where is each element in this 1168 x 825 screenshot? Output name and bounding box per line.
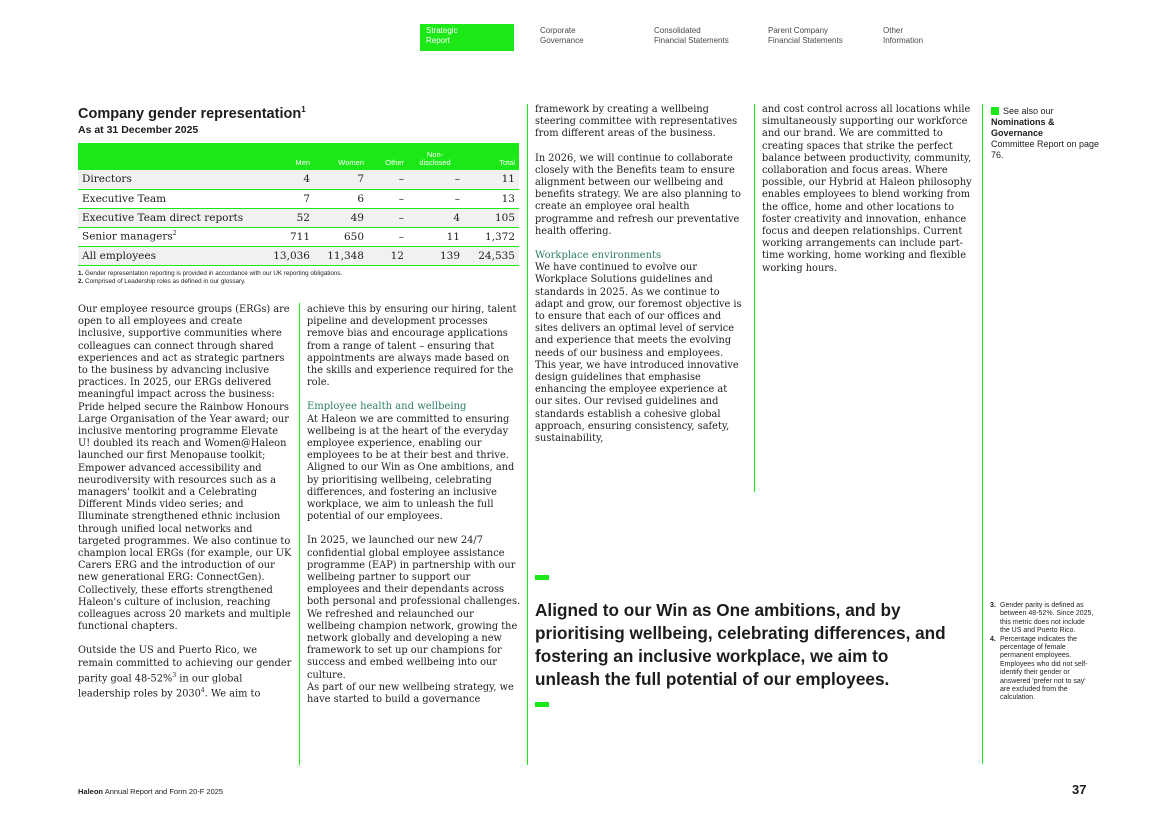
table-row [78,189,519,208]
table-cell: 105 [464,208,519,227]
table-header-row [78,143,519,170]
table-cell: – [368,227,408,246]
body-column-4 [762,104,974,287]
table-cell [78,227,258,246]
subheading: Employee health and wellbeing [307,401,467,413]
tab-label: Financial Statements [768,36,843,45]
paragraph-text: Outside the US and Puerto Rico, we remain committed to achieving our gender parity goal 48-52% [78,645,292,685]
paragraph: and cost control across all locations while simultaneously supporting our workforce and our brand. We are committed to creating spaces that strike the perfect balance between productivity, community, collaboration and focus areas. Where possible, our Hybrid at Haleon philosophy enables employees to blend working from the office, home and other locations to foster creativity and innovation, enhance focus and deepen relationships. Current working arrangements can include part-time working, home working and flexible working hours. [762,104,972,274]
paragraph: framework by creating a wellbeing steering committee with representatives from different areas of the business. [535,104,738,140]
footnote [78,270,342,278]
table-header: Total [464,143,519,170]
table-cell: – [368,189,408,208]
paragraph-text: . We aim to [204,688,261,700]
tab-label: Information [883,36,924,45]
table-cell: – [408,170,464,189]
tab-label: Parent Company [768,26,829,35]
table-row [78,246,519,265]
table-header: Other [368,143,408,170]
table-cell: 711 [258,227,314,246]
tab-consolidated-financial-statements[interactable] [648,24,729,51]
section-title [78,105,306,122]
paragraph: In 2026, we will continue to collaborate closely with the Benefits team to ensure alignment between our wellbeing and benefits strategy. We are also planning to create an employee oral health programme and refresh our preventative health offering. [535,152,741,237]
table-header: Women [314,143,368,170]
table-cell: 11 [408,227,464,246]
table-row [78,170,519,189]
table-cell: 11,348 [314,246,368,265]
tab-label: Governance [540,36,584,45]
table-cell: 4 [408,208,464,227]
tab-label: Financial Statements [654,36,729,45]
see-also-link[interactable]: Nominations & Governance [991,117,1055,138]
tab-label: Report [426,36,451,45]
footnote-number: 4. [990,635,996,643]
column-divider [299,303,300,765]
table-cell: 12 [368,246,408,265]
paragraph [78,645,292,700]
table-cell: 4 [258,170,314,189]
table-cell: – [408,189,464,208]
paragraph: In 2025, we launched our new 24/7 confidential global employee assistance programme (EAP) in partnership with our wellbeing partner to support our employees and their dependants across both personal and professional challenges. We refreshed and relaunched our wellbeing champion network, growing the network globally and developing a new framework to set up our champions for success and embed wellbeing into our culture. [307,535,521,681]
footnote-text: Gender representation reporting is provided in accordance with our UK reporting obligations. [85,270,343,277]
body-column-3 [535,104,747,457]
footnote-number: 2. [78,277,84,285]
table-cell: 13 [464,189,519,208]
table-header: Men [258,143,314,170]
table-cell: 650 [314,227,368,246]
paragraph-text: in our global leadership roles by 2030 [78,673,243,700]
gender-representation-table [78,143,519,266]
column-divider [527,104,528,765]
tab-label: Corporate [540,26,576,35]
footnote-number: 1. [78,270,84,277]
tab-corporate-governance[interactable] [534,24,584,51]
footnote-text: Percentage indicates the percentage of female permanent employees. Employees who did not self-identify their gender or answered 'prefer not to say' are excluded from the calculation. [1000,635,1088,702]
table-row [78,208,519,227]
table-cell: 49 [314,208,368,227]
table-cell: 1,372 [464,227,519,246]
table-cell: Executive Team [78,189,258,208]
footnote-ref: 1 [301,105,306,114]
footnote-ref: 4 [200,687,205,695]
table-header [78,143,258,170]
tab-label: Consolidated [654,26,701,35]
tab-label: Strategic [426,26,458,35]
subheading: Workplace environments [535,250,662,262]
footnote [78,278,342,286]
tab-strategic-report[interactable] [420,24,514,51]
paragraph: At Haleon we are committed to ensuring wellbeing is at the heart of the everyday employee experience, enabling our employees to be at their best and thrive. Aligned to our Win as One ambitions, and by prioritising wellbeing, celebrating differences, and fostering an inclusive workplace, we aim to unleash the full potential of our employees. [307,413,515,523]
footnote [990,636,1094,703]
footnote-number: 3. [990,602,996,609]
tab-parent-company-financial-statements[interactable] [762,24,843,51]
paragraph: As part of our new wellbeing strategy, we have started to build a governance [307,681,514,706]
row-label: Senior managers [82,230,173,243]
table-cell: Executive Team direct reports [78,208,258,227]
section-subtitle: As at 31 December 2025 [78,124,199,136]
table-cell: 24,535 [464,246,519,265]
table-cell: – [368,208,408,227]
footer-brand: Haleon [78,787,104,796]
see-also-suffix: Committee Report on page 76. [991,139,1100,160]
table-cell: 11 [464,170,519,189]
pull-quote: Aligned to our Win as One ambitions, and by prioritising wellbeing, celebrating differences, and fostering an inclusive workplace, we aim to unleash the full potential of our employees. [535,600,946,689]
table-cell: All employees [78,246,258,265]
quote-dash-bottom [535,702,549,707]
paragraph: achieve this by ensuring our hiring, talent pipeline and development processes remove bias and encourage applications from a range of talent – ensuring that appointments are always made based on the skills and experience required for the role. [307,304,517,389]
table-header: Non- disclosed [408,143,464,170]
table-cell: – [368,170,408,189]
table-cell: 6 [314,189,368,208]
page-number: 37 [1072,782,1087,797]
tab-other-information[interactable] [877,24,923,51]
paragraph: Our employee resource groups (ERGs) are open to all employees and create inclusive, supportive communities where colleagues can connect through shared experiences and act as strategic partners to the business by advancing inclusive practices. In 2025, our ERGs delivered meaningful impact across the business: Pride helped secure the Rainbow Honours Large Organisation of the Year award; our inclusive mentoring programme Elevate U! doubled its reach and Women@Haleon launched our first Menopause toolkit; Empower advanced accessibility and neurodiversity with resources such as a managers' toolkit and a Celebrating Different Minds video series; and Illuminate strengthened ethnic inclusion through unified local networks and targeted programmes. We also continue to champion local ERGs (for example, our UK Carers ERG and the introduction of our new generational ERG: ConnectGen). Collectively, these efforts strengthened Haleon's culture of inclusion, reaching colleagues across 20 markets and multiple functional chapters. [78,304,292,633]
see-also-note[interactable] [991,106,1101,161]
footnote-ref: 3 [172,671,177,679]
section-title-text: Company gender representation [78,105,302,122]
table-cell: Directors [78,170,258,189]
footer-doc-name: Annual Report and Form 20-F 2025 [104,787,224,796]
footnote-text: Comprised of Leadership roles as defined in our glossary. [85,277,246,285]
quote-dash-top [535,575,549,580]
side-footnotes [990,602,1094,703]
table-footnotes [78,270,342,285]
table-cell: 7 [314,170,368,189]
footnote-ref: 2 [172,230,177,238]
footnote [990,602,1094,636]
footer-document-title [78,787,223,796]
column-divider [982,104,983,764]
see-also-prefix: See also our [1003,106,1054,116]
table-cell: 139 [408,246,464,265]
link-marker-icon [991,107,999,115]
footnote-text: Gender parity is defined as between 48-52%. Since 2025, this metric does not include the US and Puerto Rico. [1000,602,1094,635]
tab-label: Other [883,26,904,35]
table-cell: 13,036 [258,246,314,265]
paragraph: We have continued to evolve our Workplace Solutions guidelines and standards in 2025. As we continue to adapt and grow, our foremost objective is to ensure that each of our offices and sites delivers an optimal level of service and experience that meets the evolving needs of our business and employees. This year, we have introduced innovative design guidelines that emphasise enhancing the employee experience at our sites. Our revised guidelines and standards establish a cohesive global approach, ensuring consistency, safety, sustainability, [535,262,742,445]
table-cell: 52 [258,208,314,227]
column-divider [754,104,755,492]
body-column-2 [307,304,521,718]
table-cell: 7 [258,189,314,208]
body-column-1 [78,304,292,713]
table-row [78,227,519,246]
